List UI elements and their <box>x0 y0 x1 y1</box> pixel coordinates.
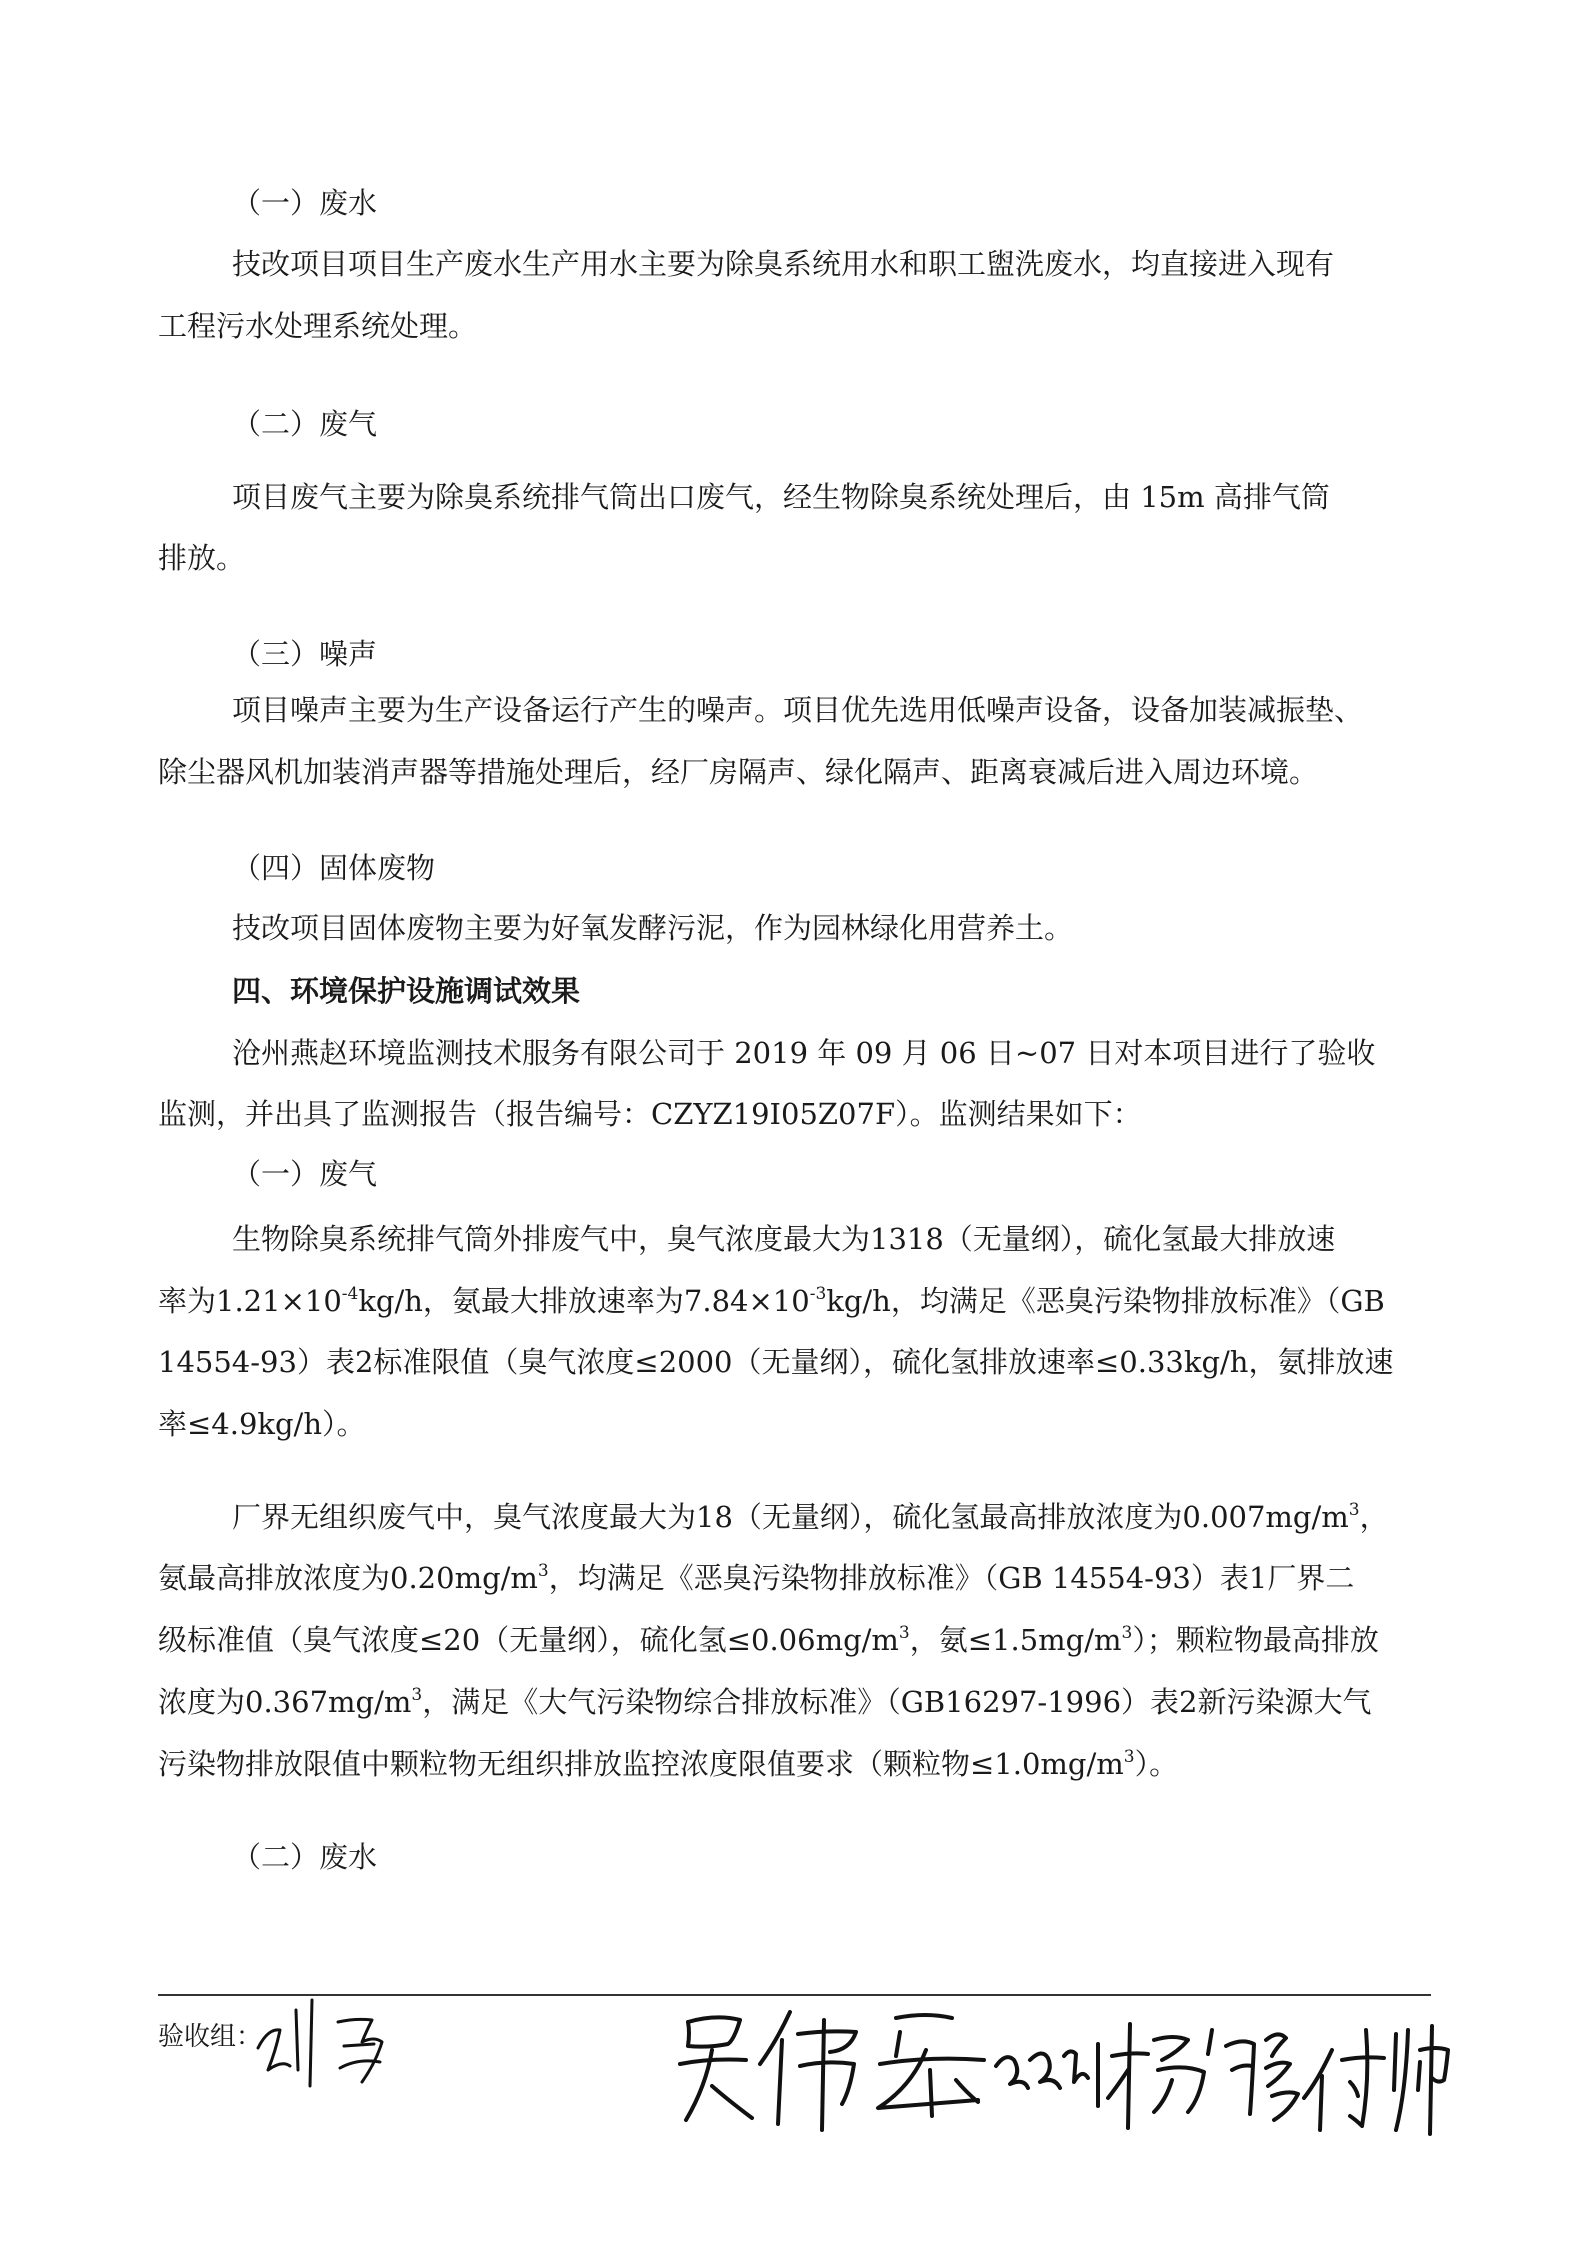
signature-1 <box>258 2000 382 2086</box>
paragraph-line: 率为$1.21\times 10^{-4}kg/h$，氨最大排放速率为$7.84\times 10^{-3}kg/h$，均满足《恶臭污染物排放标准》（GB <box>158 1284 1385 1318</box>
signature-5 <box>1304 2026 1448 2134</box>
paragraph-line: 浓度为$0.367mg/m^3$，满足《大气污染物综合排放标准》（GB16297-1996）表2新污染源大气 <box>158 1685 1372 1719</box>
paragraph-line: 沧州燕赵环境监测技术服务有限公司于 2019 年 09 月 06 日~07 日对本项目进行了验收 <box>232 1036 1376 1070</box>
paragraph-line: 监测，并出具了监测报告（报告编号：CZYZ19I05Z07F）。监测结果如下： <box>158 1097 1142 1131</box>
section-heading-noise: （三）噪声 <box>232 637 378 671</box>
acceptance-group-label: 验收组： <box>158 2022 263 2052</box>
paragraph-line: 除尘器风机加装消声器等措施处理后，经厂房隔声、绿化隔声、距离衰减后进入周边环境。 <box>158 755 1319 789</box>
section-heading-wastewater: （一）废水 <box>232 186 378 220</box>
paragraph-line: 厂界无组织废气中，臭气浓度最大为18（无量纲），硫化氢最高排放浓度为$0.007mg/m^3$， <box>232 1500 1389 1534</box>
paragraph-line: 项目废气主要为除臭系统排气筒出口废气，经生物除臭系统处理后，由 15m 高排气筒 <box>232 480 1330 514</box>
signature-3 <box>878 2015 1098 2116</box>
section-title: 四、环境保护设施调试效果 <box>232 974 581 1008</box>
paragraph-line: 技改项目固体废物主要为好氧发酵污泥，作为园林绿化用营养土。 <box>232 911 1074 945</box>
signature-4 <box>1108 2024 1298 2128</box>
paragraph-line: 14554-93）表2标准限值（臭气浓度≤2000（无量纲），硫化氢排放速率≤0.33kg/h，氨排放速 <box>158 1345 1394 1379</box>
section-heading-solid-waste: （四）固体废物 <box>232 851 436 885</box>
paragraph-line: 氨最高排放浓度为$0.20mg/m^3$，均满足《恶臭污染物排放标准》（GB 14554-93）表1厂界二 <box>158 1561 1355 1595</box>
section-heading-exhaust-results: （一）废气 <box>232 1157 378 1191</box>
signature-2 <box>680 2012 856 2130</box>
section-heading-wastewater-results: （二）废水 <box>232 1840 378 1874</box>
section-heading-exhaust: （二）废气 <box>232 407 378 441</box>
paragraph-line: 污染物排放限值中颗粒物无组织排放监控浓度限值要求（颗粒物$\le 1.0mg/m^3$）。 <box>158 1747 1179 1781</box>
paragraph-line: 技改项目项目生产废水生产用水主要为除臭系统用水和职工盥洗废水，均直接进入现有 <box>232 247 1335 281</box>
paragraph-line: 排放。 <box>158 541 246 575</box>
paragraph-line: 项目噪声主要为生产设备运行产生的噪声。项目优先选用低噪声设备，设备加装减振垫、 <box>232 693 1364 727</box>
paragraph-line: 级标准值（臭气浓度≤20（无量纲），硫化氢$\le 0.06mg/m^3$，氨$\le 1.5mg/m^3$）；颗粒物最高排放 <box>158 1623 1379 1657</box>
paragraph-line: 工程污水处理系统处理。 <box>158 309 478 343</box>
paragraph-line: 率≤4.9kg/h）。 <box>158 1407 366 1441</box>
paragraph-line: 生物除臭系统排气筒外排废气中，臭气浓度最大为1318（无量纲），硫化氢最大排放速 <box>232 1222 1336 1256</box>
